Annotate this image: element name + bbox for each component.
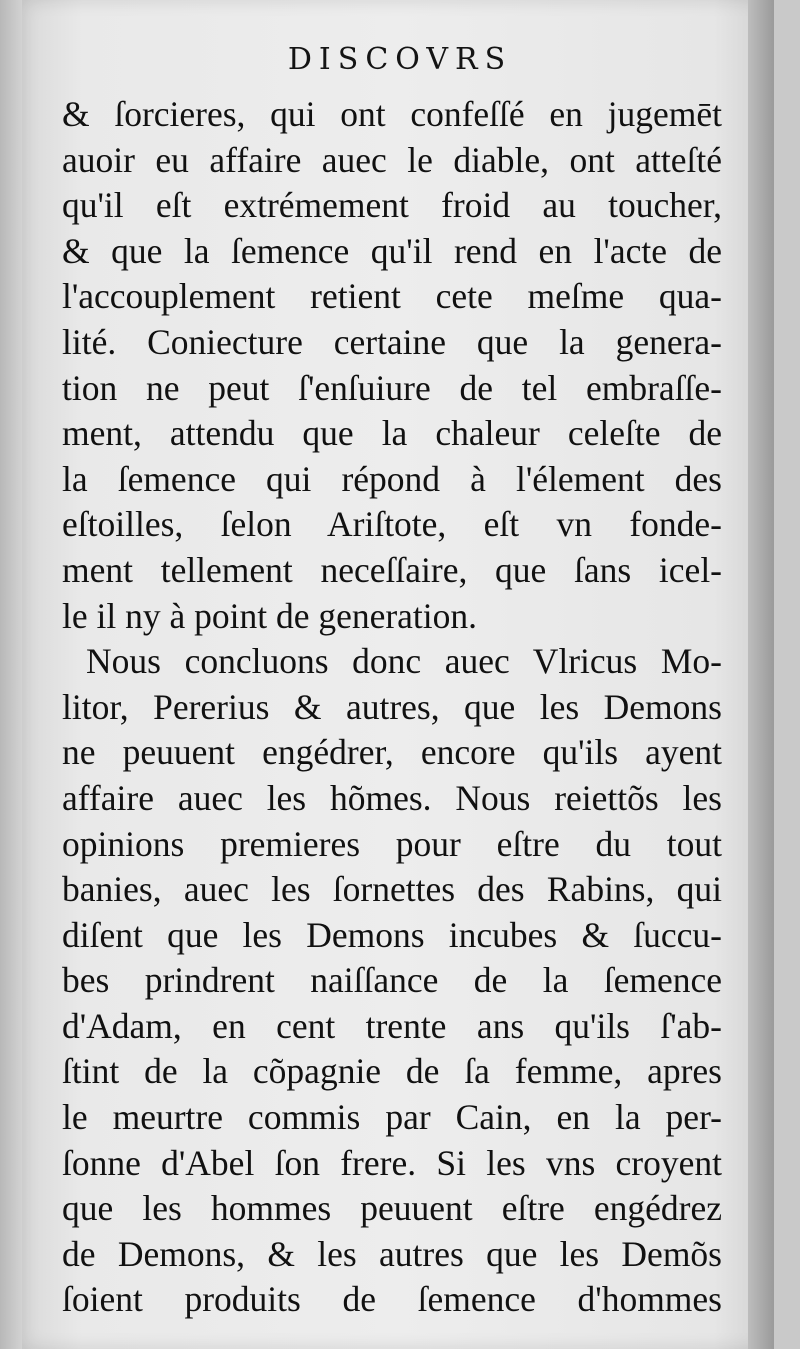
text-line: lité. Coniecture certaine que la genera- [62, 321, 722, 362]
text-line: & que la ſemence qu'il rend en l'acte de [62, 230, 722, 271]
text-line: que les hommes peuuent eſtre engédrez [62, 1188, 722, 1229]
left-page-edge [0, 0, 22, 1349]
text-line: ne peuuent engédrer, encore qu'ils ayent [62, 732, 722, 773]
text-line: le il ny à point de generation. [62, 595, 478, 636]
text-line: & ſorcieres, qui ont confeſſé en jugemēt [62, 94, 722, 134]
paragraph-first-line: Nous concluons donc auec Vlricus Mo- [86, 641, 722, 682]
text-line: ſoient produits de ſemence d'hommes [62, 1279, 722, 1320]
text-line: ſonne d'Abel ſon frere. Si les vns croyent [62, 1142, 722, 1183]
text-line: qu'il eſt extrémement froid au toucher, [62, 185, 722, 226]
text-line: l'accouplement retient cete meſme qua- [62, 276, 722, 317]
text-line: le meurtre commis par Cain, en la per- [62, 1097, 722, 1138]
text-line: litor, Pererius & autres, que les Demons [62, 686, 722, 727]
text-line: diſent que les Demons incubes & ſuccu- [62, 914, 722, 955]
text-line: eſtoilles, ſelon Ariſtote, eſt vn fonde- [62, 504, 722, 545]
text-line: ment, attendu que la chaleur celeſte de [62, 413, 722, 454]
page-gutter-shadow [748, 0, 774, 1349]
text-line: opinions premieres pour eſtre du tout [62, 823, 722, 864]
text-line: d'Adam, en cent trente ans qu'ils ſ'ab- [62, 1005, 722, 1046]
body-text [62, 92, 722, 1323]
text-line: de Demons, & les autres que les Demõs [62, 1233, 722, 1274]
text-line: ſtint de la cõpagnie de ſa femme, apres [62, 1051, 722, 1092]
text-line: affaire auec les hõmes. Nous reiettõs les [62, 777, 722, 818]
text-line: tion ne peut ſ'enſuiure de tel embraſſe- [62, 367, 722, 408]
text-line: auoir eu affaire auec le diable, ont atteſté [62, 139, 722, 180]
text-line: ment tellement neceſſaire, que ſans icel- [62, 549, 722, 590]
text-line: banies, auec les ſornettes des Rabins, qui [62, 869, 722, 910]
running-head: DISCOVRS [287, 42, 513, 77]
text-line: bes prindrent naiſſance de la ſemence [62, 960, 722, 1001]
text-line: la ſemence qui répond à l'élement des [62, 458, 722, 499]
